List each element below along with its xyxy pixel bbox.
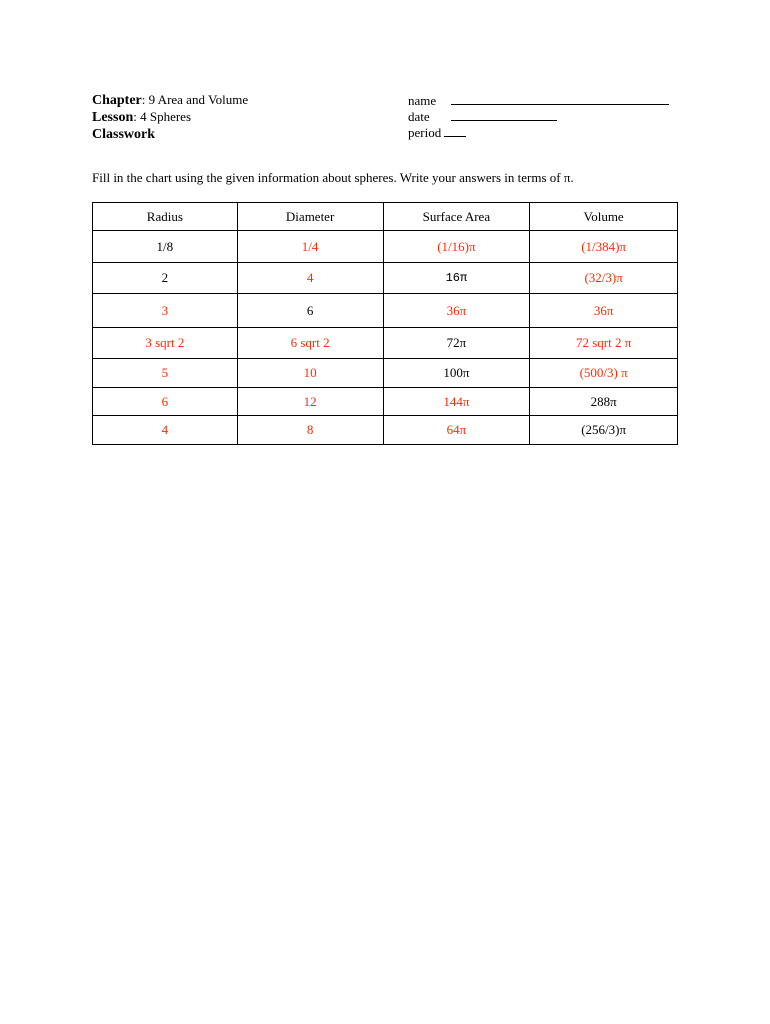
chapter-value: : 9 Area and Volume [141, 92, 249, 107]
lesson-value: : 4 Spheres [133, 109, 192, 124]
lesson-line [92, 109, 248, 126]
table-row [93, 263, 678, 294]
table-row [93, 294, 678, 328]
date-label: date [408, 109, 430, 124]
radius-cell: 3 [93, 294, 238, 328]
volume-cell: (32/3)π [530, 263, 678, 294]
period-label: period [408, 125, 442, 140]
period-blank[interactable] [444, 125, 466, 137]
diameter-cell: 8 [237, 416, 383, 445]
spheres-chart [92, 202, 678, 445]
volume-cell: (500/3) π [530, 359, 678, 388]
surface-area-cell: 64π [383, 416, 530, 445]
volume-cell: (1/384)π [530, 231, 678, 263]
surface-area-cell: 16π [383, 263, 530, 294]
table-row [93, 359, 678, 388]
diameter-cell: 6 sqrt 2 [237, 328, 383, 359]
instructions: Fill in the chart using the given information about spheres. Write your answers in terms of π. [92, 170, 574, 185]
column-header-diameter: Diameter [237, 203, 383, 231]
diameter-cell: 4 [237, 263, 383, 294]
diameter-cell: 10 [237, 359, 383, 388]
name-blank[interactable] [451, 93, 669, 105]
diameter-cell: 1/4 [237, 231, 383, 263]
table-row [93, 328, 678, 359]
volume-cell: 288π [530, 388, 678, 416]
student-info [408, 93, 669, 141]
header-row [93, 203, 678, 231]
surface-area-cell: 144π [383, 388, 530, 416]
column-header-surface-area: Surface Area [383, 203, 530, 231]
radius-cell: 5 [93, 359, 238, 388]
diameter-cell: 12 [237, 388, 383, 416]
surface-area-cell: 36π [383, 294, 530, 328]
radius-cell: 6 [93, 388, 238, 416]
lesson-header [92, 92, 248, 143]
column-header-radius: Radius [93, 203, 238, 231]
lesson-label: Lesson [92, 110, 134, 125]
date-line [408, 109, 669, 125]
surface-area-cell: 72π [383, 328, 530, 359]
radius-cell: 2 [93, 263, 238, 294]
surface-area-cell: 100π [383, 359, 530, 388]
period-line [408, 125, 669, 141]
chapter-line [92, 92, 248, 109]
chapter-label: Chapter [92, 93, 142, 108]
table-row [93, 231, 678, 263]
table-row [93, 388, 678, 416]
radius-cell: 4 [93, 416, 238, 445]
radius-cell: 1/8 [93, 231, 238, 263]
classwork-title: Classwork [92, 127, 156, 142]
name-label: name [408, 93, 437, 108]
date-blank[interactable] [451, 109, 557, 121]
table-row [93, 416, 678, 445]
diameter-cell: 6 [237, 294, 383, 328]
volume-cell: 72 sqrt 2 π [530, 328, 678, 359]
radius-cell: 3 sqrt 2 [93, 328, 238, 359]
classwork-line [92, 126, 248, 143]
column-header-volume: Volume [530, 203, 678, 231]
surface-area-cell: (1/16)π [383, 231, 530, 263]
volume-cell: 36π [530, 294, 678, 328]
volume-cell: (256/3)π [530, 416, 678, 445]
name-line [408, 93, 669, 109]
